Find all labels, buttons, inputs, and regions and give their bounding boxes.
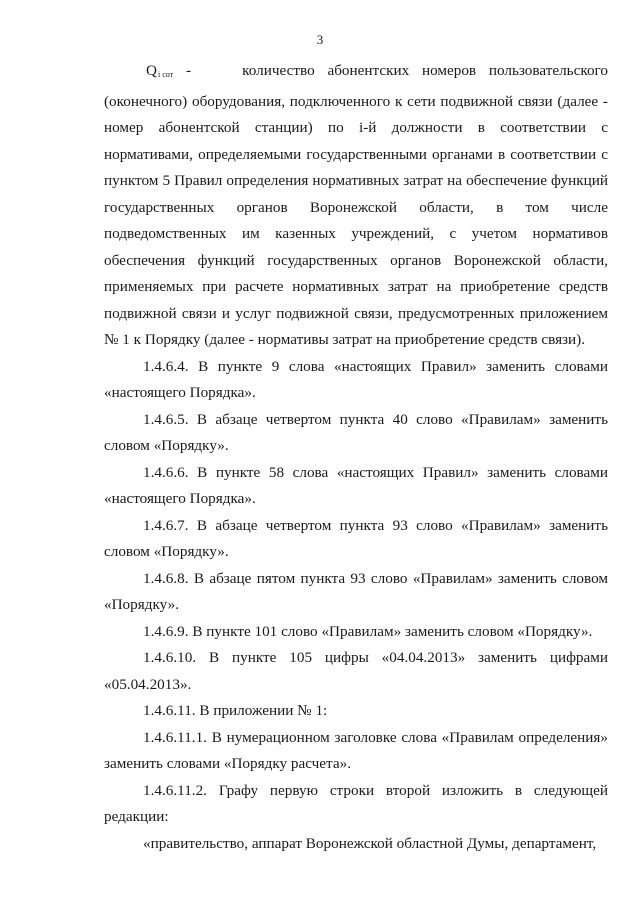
symbol-letter: Q (146, 62, 157, 79)
paragraph-1-4-6-11-1: 1.4.6.11.1. В нумерационном заголовке слова «Правилам определения» заменить словами «Порядку расчета». (104, 728, 608, 772)
paragraph-quoted-edition: «правительство, аппарат Воронежской областной Думы, департамент, (143, 834, 597, 852)
paragraph-1-4-6-4: 1.4.6.4. В пункте 9 слова «настоящих Правил» заменить словами «настоящего Порядка». (104, 357, 608, 401)
paragraph-1-4-6-8: 1.4.6.8. В абзаце пятом пункта 93 слово «Правилам» заменить словом «Порядку». (104, 569, 608, 613)
definition-dash: - (186, 62, 192, 79)
paragraph-1-4-6-6: 1.4.6.6. В пункте 58 слова «настоящих Правил» заменить словами «настоящего Порядка». (104, 463, 608, 507)
paragraph-1-4-6-7: 1.4.6.7. В абзаце четвертом пункта 93 слово «Правилам» заменить словом «Порядку». (104, 516, 608, 560)
paragraph-1-4-6-11-2: 1.4.6.11.2. Графу первую строки второй изложить в следующей редакции: (104, 781, 608, 825)
page-number: 3 (316, 32, 324, 47)
paragraph-1-4-6-5: 1.4.6.5. В абзаце четвертом пункта 40 слово «Правилам» заменить словом «Порядку». (104, 410, 608, 454)
definition-text: количество абонентских номеров пользовательского (оконечного) оборудования, подключенного к сети подвижной связи (далее - номер абонентской станции) по i-й должности в соответствии с нормативами, определяемыми государственными органами в соответствии с пунктом 5 Правил определения нормативных затрат на обеспечение функций государственных органов Воронежской области, в том числе подведомственных им казенных учреждений, с учетом нормативов обеспечения функций государственных органов Воронежской области, применяемых при расчете нормативных затрат на приобретение средств подвижной связи и услуг подвижной связи, предусмотренных приложением № 1 к Порядку (далее - нормативы затрат на приобретение средств связи). (104, 62, 608, 348)
document-body (104, 58, 608, 857)
paragraph-1-4-6-9: 1.4.6.9. В пункте 101 слово «Правилам» заменить словом «Порядку». (143, 622, 593, 640)
variable-symbol (104, 58, 186, 89)
paragraph-1-4-6-11: 1.4.6.11. В приложении № 1: (143, 702, 328, 719)
symbol-subscript: i сот (157, 70, 174, 79)
definition-paragraph (104, 58, 608, 354)
paragraph-1-4-6-10: 1.4.6.10. В пункте 105 цифры «04.04.2013» заменить цифрами «05.04.2013». (104, 649, 608, 693)
